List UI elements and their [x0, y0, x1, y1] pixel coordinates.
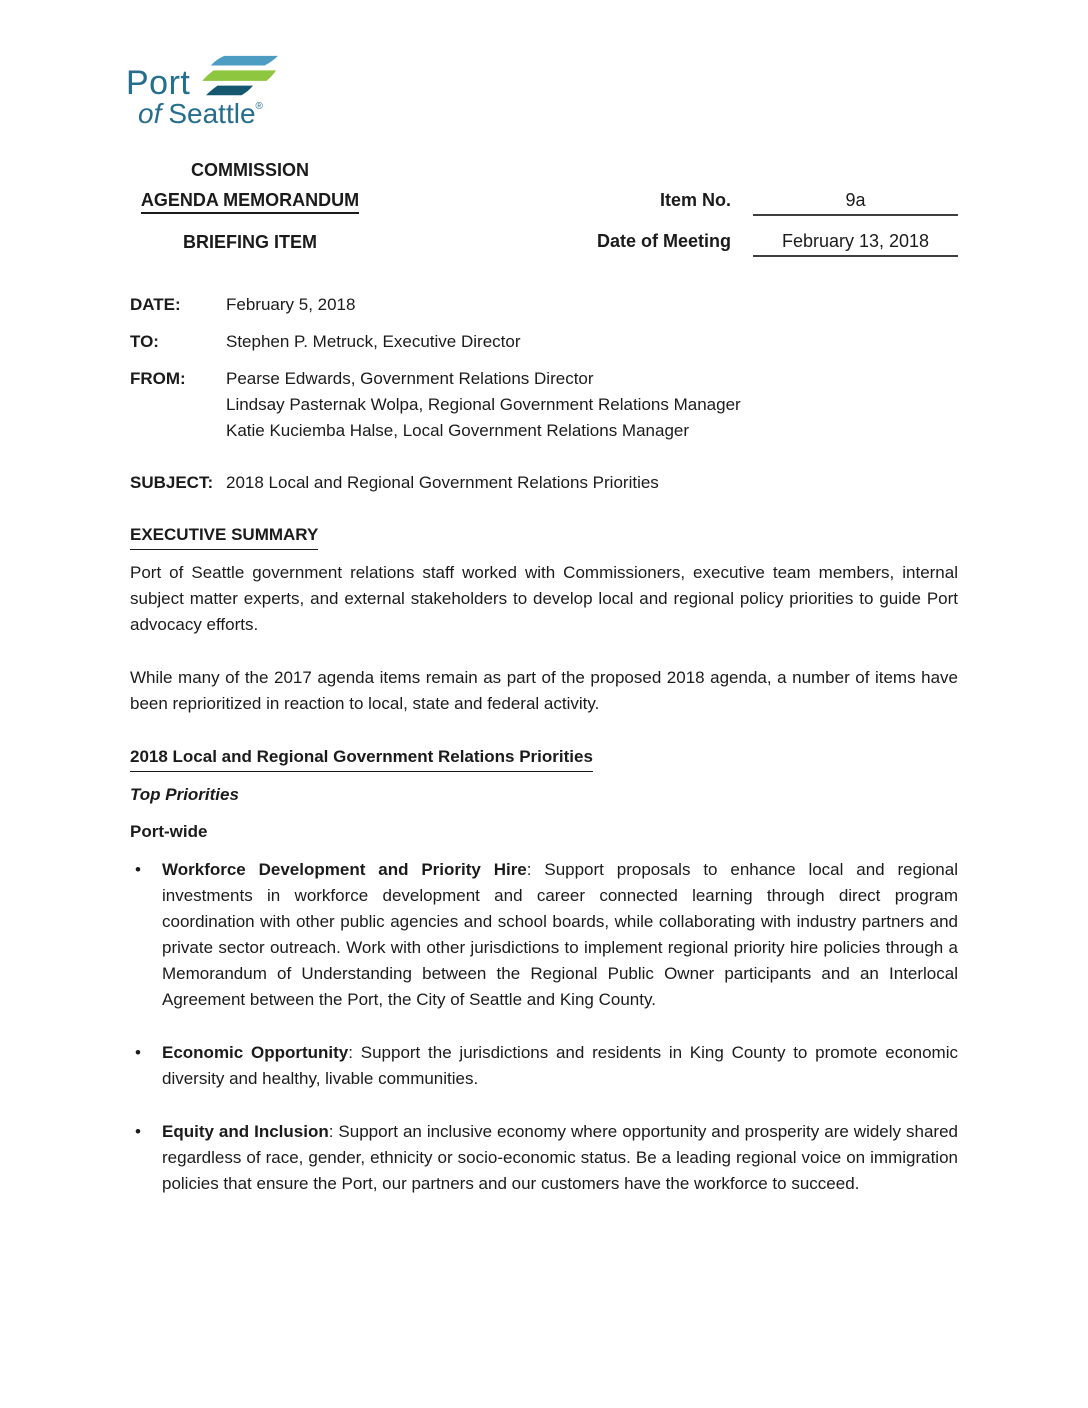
item-no-value: 9a [753, 190, 958, 216]
executive-summary-heading: EXECUTIVE SUMMARY [130, 522, 318, 550]
date-of-meeting-row [578, 231, 958, 257]
memo-title-block [130, 160, 370, 252]
from-value-line-1: Pearse Edwards, Government Relations Director [226, 369, 594, 388]
date-of-meeting-value: February 13, 2018 [753, 231, 958, 257]
from-field-row [130, 366, 958, 444]
logo-swoosh-icon [182, 54, 278, 102]
priorities-heading: 2018 Local and Regional Government Relations Priorities [130, 744, 593, 772]
to-value: Stephen P. Metruck, Executive Director [226, 332, 521, 351]
top-priorities-subheading: Top Priorities [130, 785, 239, 804]
item-no-row [578, 190, 958, 216]
date-label: DATE: [130, 295, 181, 314]
bullet-marker: • [135, 1043, 141, 1062]
agenda-memorandum-title: AGENDA MEMORANDUM [141, 190, 359, 214]
port-wide-subheading: Port-wide [130, 822, 208, 841]
registered-trademark-mark: ® [255, 101, 263, 112]
logo-wordmark-port: Port [126, 64, 191, 102]
bullet-title: Economic Opportunity [162, 1043, 349, 1062]
bullet-text [162, 857, 958, 1013]
bullet-title: Workforce Development and Priority Hire [162, 860, 527, 879]
briefing-item-label: BRIEFING ITEM [183, 232, 317, 252]
executive-summary-heading-wrap [130, 522, 958, 550]
logo-word-seattle: Seattle [168, 98, 256, 129]
bullet-description: : Support proposals to enhance local and regional investments in workforce development and career connected learning through direct program coordination with other public agencies and school boards, while collaborating with industry partners and private sector outreach. Work with other jurisdictions to implement regional priority hire policies through a Memorandum of Understanding between the Regional Public Owner participants and an Interlocal Agreement between the Port, the City of Seattle and King County. [162, 860, 958, 1009]
from-value-line-2: Lindsay Pasternak Wolpa, Regional Government Relations Manager [226, 395, 741, 414]
bullet-marker: • [135, 860, 141, 879]
to-field-row [130, 329, 958, 355]
date-field-row [130, 292, 958, 318]
port-of-seattle-logo [124, 50, 284, 134]
logo-wordmark-of-seattle [138, 100, 263, 128]
memo-fields [130, 292, 958, 496]
bullet-description: : Support the jurisdictions and residents in King County to promote economic diversity and healthy, livable communities. [162, 1043, 958, 1088]
memo-meta-block [578, 160, 958, 257]
priorities-bullet-list [130, 857, 958, 1197]
date-of-meeting-label: Date of Meeting [596, 231, 731, 251]
item-no-label: Item No. [659, 190, 731, 210]
from-value [226, 366, 958, 444]
exec-summary-paragraph-2: While many of the 2017 agenda items remain as part of the proposed 2018 agenda, a number of items have been reprioritized in reaction to local, state and federal activity. [130, 668, 958, 713]
from-label: FROM: [130, 369, 186, 388]
bullet-marker: • [135, 1122, 141, 1141]
agenda-memorandum-title-wrap [130, 190, 370, 214]
bullet-item-economic-opportunity [130, 1040, 958, 1092]
subject-field-row [130, 470, 958, 496]
date-value: February 5, 2018 [226, 295, 356, 314]
memo-header [130, 160, 958, 257]
logo-word-of: of [138, 98, 162, 129]
subject-value: 2018 Local and Regional Government Relations Priorities [226, 473, 659, 492]
bullet-description: : Support an inclusive economy where opportunity and prosperity are widely shared regardless of race, gender, ethnicity or socio-economic status. Be a leading regional voice on immigration policies that ensure the Port, our partners and our customers have the workforce to succeed. [162, 1122, 958, 1193]
to-label: TO: [130, 332, 159, 351]
bullet-item-equity-inclusion [130, 1119, 958, 1197]
bullet-title: Equity and Inclusion [162, 1122, 329, 1141]
priorities-heading-wrap [130, 744, 958, 772]
bullet-text [162, 1119, 958, 1197]
bullet-item-workforce [130, 857, 958, 1013]
from-value-line-3: Katie Kuciemba Halse, Local Government Relations Manager [226, 421, 690, 440]
commission-title: COMMISSION [190, 160, 309, 180]
subject-label: SUBJECT: [130, 473, 214, 492]
bullet-text [162, 1040, 958, 1092]
exec-summary-paragraph-1: Port of Seattle government relations staff worked with Commissioners, executive team members, internal subject matter experts, and external stakeholders to develop local and regional policy priorities to guide Port advocacy efforts. [130, 563, 958, 634]
